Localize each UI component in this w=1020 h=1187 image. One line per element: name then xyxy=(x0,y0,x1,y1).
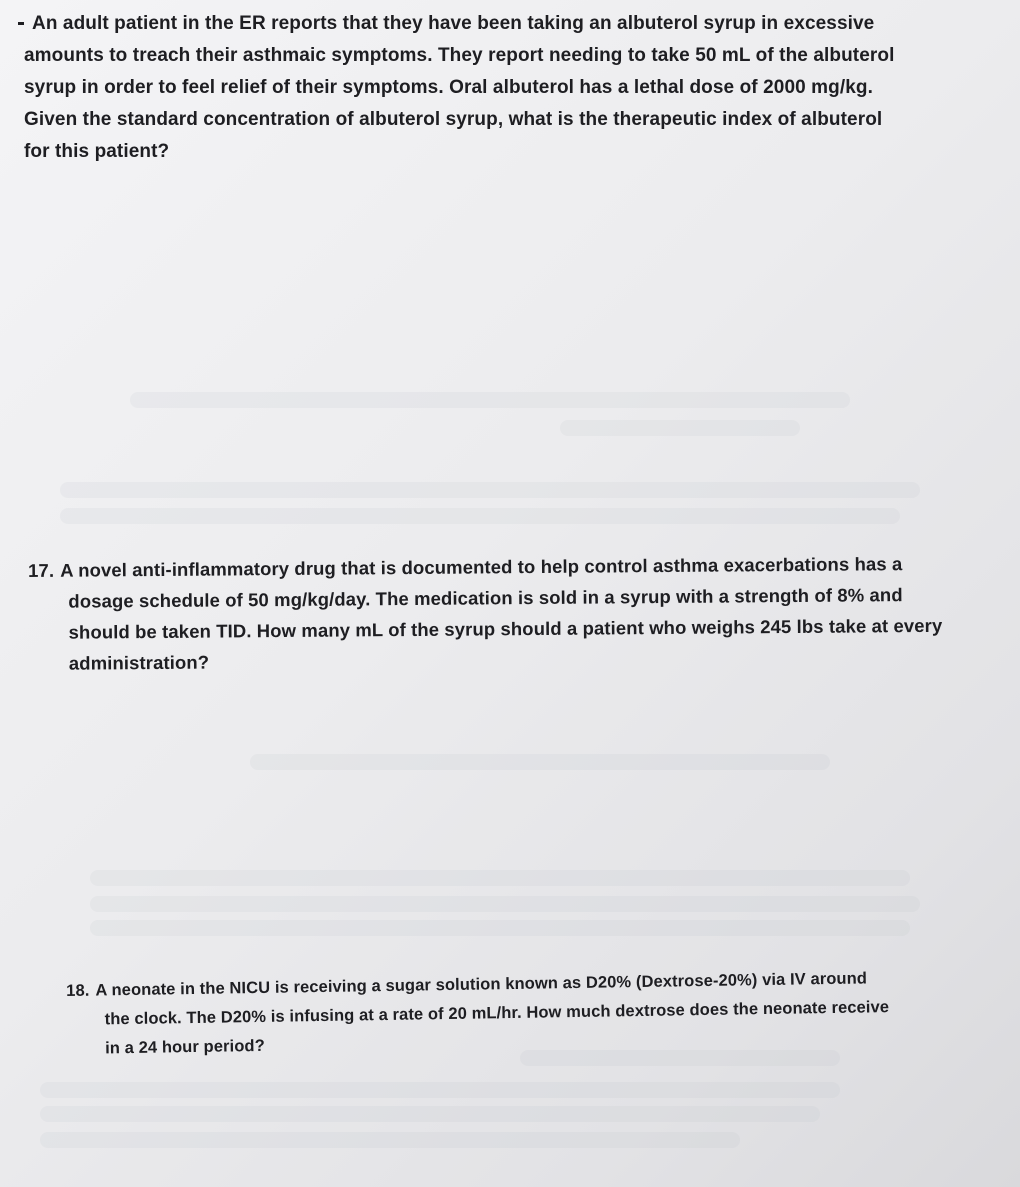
question-18 xyxy=(66,964,890,1064)
question-number: 17. xyxy=(28,559,55,581)
question-text: A novel anti-inflammatory drug that is documented to help control asthma exacerbations has a xyxy=(60,553,903,581)
question-16 xyxy=(18,8,894,168)
question-text: An adult patient in the ER reports that they have been taking an albuterol syrup in excessive xyxy=(32,13,875,34)
question-line: the clock. The D20% is infusing at a rate of 20 mL/hr. How much dextrose does the neonate receive xyxy=(104,998,890,1029)
question-17 xyxy=(28,548,943,679)
question-line xyxy=(18,8,894,40)
question-line: syrup in order to feel relief of their symptoms. Oral albuterol has a lethal dose of 2000 mg/kg. xyxy=(24,77,873,98)
question-text: A neonate in the NICU is receiving a sugar solution known as D20% (Dextrose-20%) via IV around xyxy=(95,969,868,1000)
question-line: administration? xyxy=(68,651,210,674)
question-line: amounts to treach their asthmaic symptoms. They report needing to take 50 mL of the albuterol xyxy=(24,45,895,66)
question-line: dosage schedule of 50 mg/kg/day. The medication is sold in a syrup with a strength of 8% and xyxy=(68,584,903,612)
question-line: for this patient? xyxy=(24,141,170,162)
question-number: 18. xyxy=(66,981,90,1000)
question-line: in a 24 hour period? xyxy=(104,1036,265,1058)
question-number-mark xyxy=(18,22,24,25)
question-line: Given the standard concentration of albuterol syrup, what is the therapeutic index of albuterol xyxy=(24,109,883,130)
question-line: should be taken TID. How many mL of the syrup should a patient who weighs 245 lbs take at every xyxy=(68,614,943,643)
